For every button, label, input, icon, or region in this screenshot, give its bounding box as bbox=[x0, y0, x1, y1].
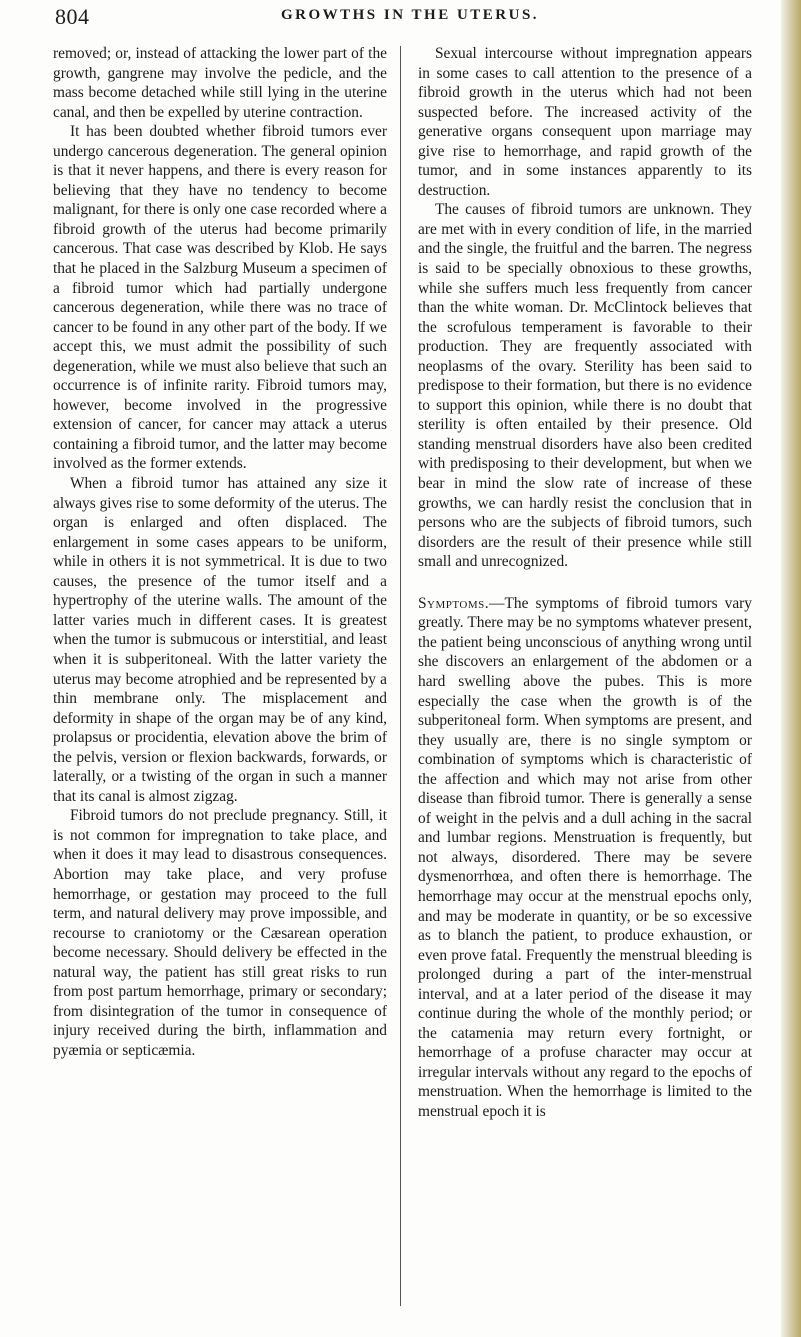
paragraph: removed; or, instead of attacking the lower part of the growth, gangrene may involve the pedicle, and the mass become detached while still lying in the uterine canal, and then be expelled by uterine contraction. bbox=[53, 45, 387, 121]
column-divider bbox=[400, 46, 401, 1306]
page-header bbox=[55, 4, 765, 29]
paragraph: The causes of fibroid tumors are unknown. They are met with in every condition of life, in the married and the single, the fruitful and the barren. The negress is said to be specially obnoxious to these growths, while she suffers much less frequently from cancer than the white woman. Dr. McClintock believes that the scrofulous temperament is favorable to their production. They are frequently associated with neoplasms of the ovary. Sterility has been said to predispose to their formation, but there is no evidence to support this opinion, while there is no doubt that sterility is often entailed by their presence. Old standing menstrual disorders have also been credited with predisposing to their development, but when we bear in mind the slow rate of increase of these growths, we can hardly resist the conclusion that in persons who are the subjects of fibroid tumors, such disorders are the result of their presence while still small and unrecognized. bbox=[418, 201, 752, 571]
paragraph: When a fibroid tumor has attained any size it always gives rise to some deformity of the uterus. The organ is enlarged and often displaced. The enlargement in some cases appears to be uniform, while in others it is not symmetrical. It is due to two causes, the presence of the tumor itself and a hypertrophy of the uterine walls. The amount of the latter varies much in different cases. It is greatest when the tumor is submucous or interstitial, and least when it is subperitoneal. With the latter variety the uterus may become atrophied and be represented by a thin membrane only. The misplacement and deformity in shape of the organ may be of any kind, prolapsus or procidentia, elevation above the brim of the pelvis, version or flexion backwards, forwards, or laterally, or a twisting of the organ in such a manner that its canal is almost zigzag. bbox=[53, 475, 387, 805]
section-gap bbox=[418, 572, 752, 594]
left-column bbox=[53, 44, 387, 1060]
page-edge bbox=[781, 0, 801, 1337]
paragraph: Sexual intercourse without impregnation appears in some cases to call attention to the presence of a fibroid growth in the uterus which had not been suspected before. The increased activity of the generative organs consequent upon marriage may give rise to hemorrhage, and rapid growth of the tumor, and in some instances apparently to its destruction. bbox=[418, 45, 752, 199]
symptoms-paragraph bbox=[418, 594, 752, 1122]
paragraph-text: —The symptoms of fibroid tumors vary greatly. There may be no symptoms whatever present, the patient being unconscious of anything wrong until she discovers an enlargement of the abdomen or a hard swelling above the pubes. This is more especially the case when the growth is of the subperitoneal form. When symptoms are present, and they usually are, there is no single symptom or combination of symptoms which is characteristic of the affection and which may not arise from other disease than fibroid tumor. There is generally a sense of weight in the pelvis and a dull aching in the sacral and lumbar regions. Menstruation is frequently, but not always, disordered. There may be severe dysmenorrhœa, and often there is hemorrhage. The hemorrhage may occur at the menstrual epochs only, and may be moderate in quantity, or be so excessive as to blanch the patient, to produce exhaustion, or even prove fatal. Frequently the menstrual bleeding is prolonged during a part of the inter-menstrual interval, and at a later period of the disease it may continue during the whole of the monthly period; or the catamenia may return every fortnight, or hemorrhage of a profuse character may occur at irregular intervals without any regard to the epochs of menstruation. When the hemorrhage is limited to the menstrual epoch it is bbox=[418, 594, 752, 1120]
section-heading: Symptoms. bbox=[418, 594, 490, 612]
right-column bbox=[418, 44, 752, 1122]
running-head: GROWTHS IN THE UTERUS. bbox=[280, 7, 540, 23]
paragraph: Fibroid tumors do not preclude pregnancy. Still, it is not common for impregnation to take place, and when it does it may lead to disastrous consequences. Abortion may take place, and very profuse hemorrhage, or gestation may proceed to the full term, and natural delivery may prove impossible, and recourse to craniotomy or the Cæsarean operation become necessary. Should delivery be effected in the natural way, the patient has still great risks to run from post partum hemorrhage, primary or secondary; from disintegration of the tumor in consequence of injury received during the birth, inflammation and pyæmia or septicæmia. bbox=[53, 807, 387, 1059]
page-number: 804 bbox=[55, 4, 90, 29]
paragraph: It has been doubted whether fibroid tumors ever undergo cancerous degeneration. The general opinion is that it never happens, and there is every reason for believing that they have no tendency to become malignant, for there is only one case recorded where a fibroid growth of the uterus had become primarily cancerous. That case was described by Klob. He says that he placed in the Salzburg Museum a specimen of a fibroid tumor which had partially undergone cancerous degeneration, while there was no trace of cancer to be found in any other part of the body. If we accept this, we must admit the possibility of such degeneration, while we must also believe that such an occurrence is of infinite rarity. Fibroid tumors may, however, become involved in the progressive extension of cancer, for cancer may attack a uterus containing a fibroid tumor, and the latter may become involved as the former extends. bbox=[53, 123, 387, 473]
